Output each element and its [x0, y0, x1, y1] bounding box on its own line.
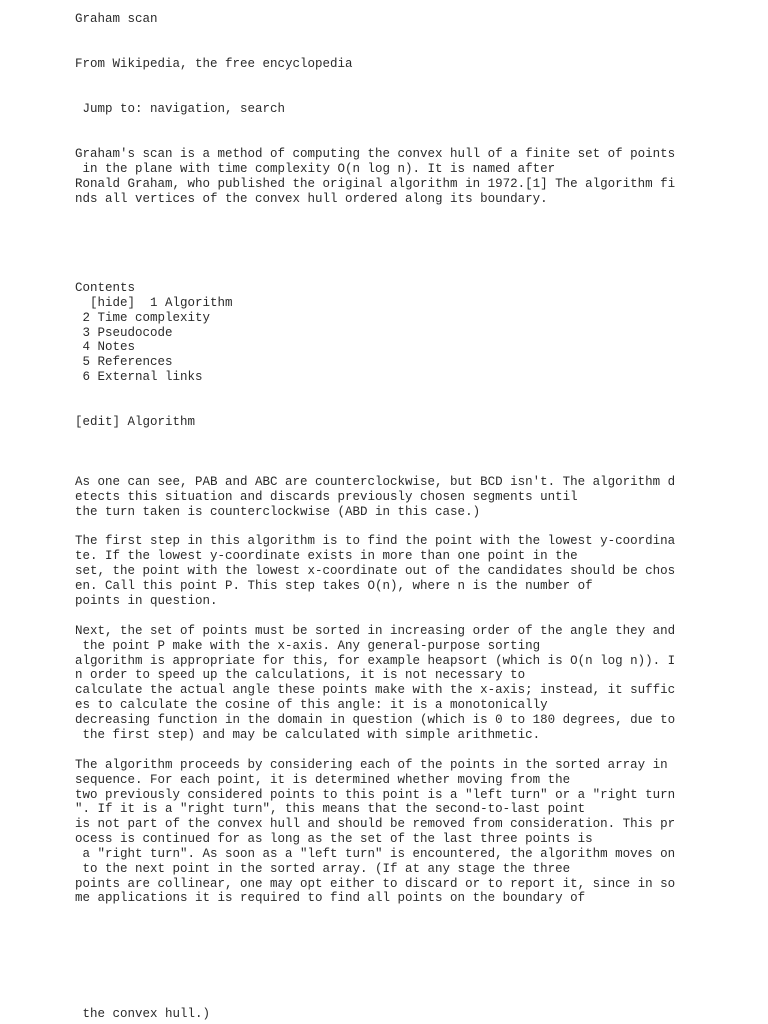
text-line: set, the point with the lowest x-coordinate out of the candidates should be chos — [75, 564, 676, 578]
contents-item-external-links[interactable]: 6 External links — [75, 370, 203, 384]
text-line: etects this situation and discards previously chosen segments until — [75, 490, 578, 504]
section-heading-algorithm[interactable]: [edit] Algorithm — [75, 415, 196, 429]
text-line: algorithm is appropriate for this, for example heapsort (which is O(n log n)). I — [75, 654, 676, 668]
contents-item-references[interactable]: 5 References — [75, 355, 173, 369]
text-line: two previously considered points to this point is a "left turn" or a "right turn — [75, 788, 676, 802]
contents-item-notes[interactable]: 4 Notes — [75, 340, 136, 354]
text-line: ". If it is a "right turn", this means that the second-to-last point — [75, 802, 586, 816]
paragraph-tail: the convex hull.) — [75, 1007, 211, 1021]
text-line: ocess is continued for as long as the set of the last three points is — [75, 832, 593, 846]
intro-line: in the plane with time complexity O(n log n). It is named after — [75, 162, 556, 176]
intro-line: Ronald Graham, who published the original algorithm in 1972.[1] The algorithm fi — [75, 177, 676, 191]
text-line: n order to speed up the calculations, it is not necessary to — [75, 668, 526, 682]
text-line: The first step in this algorithm is to find the point with the lowest y-coordina — [75, 534, 676, 548]
text-line: a "right turn". As soon as a "left turn" is encountered, the algorithm moves on — [75, 847, 676, 861]
text-line: calculate the actual angle these points make with the x-axis; instead, it suffic — [75, 683, 676, 697]
text-line: the first step) and may be calculated with simple arithmetic. — [75, 728, 541, 742]
intro-line: Graham's scan is a method of computing the convex hull of a finite set of points — [75, 147, 676, 161]
text-line: en. Call this point P. This step takes O(n), where n is the number of — [75, 579, 593, 593]
text-line: te. If the lowest y-coordinate exists in more than one point in the — [75, 549, 578, 563]
text-line: points are collinear, one may opt either to discard or to report it, since in so — [75, 877, 676, 891]
contents-item-pseudocode[interactable]: 3 Pseudocode — [75, 326, 173, 340]
text-line: points in question. — [75, 594, 218, 608]
text-line: the turn taken is counterclockwise (ABD in this case.) — [75, 505, 481, 519]
contents-item-algorithm[interactable]: [hide] 1 Algorithm — [75, 296, 233, 310]
text-line: me applications it is required to find all points on the boundary of — [75, 891, 586, 905]
page-subtitle: From Wikipedia, the free encyclopedia — [75, 57, 353, 71]
text-line: es to calculate the cosine of this angle: it is a monotonically — [75, 698, 548, 712]
text-line: sequence. For each point, it is determined whether moving from the — [75, 773, 571, 787]
text-line: The algorithm proceeds by considering each of the points in the sorted array in — [75, 758, 668, 772]
text-line: decreasing function in the domain in question (which is 0 to 180 degrees, due to — [75, 713, 676, 727]
contents-heading: Contents — [75, 281, 136, 295]
text-line: is not part of the convex hull and should be removed from consideration. This pr — [75, 817, 676, 831]
text-line: the point P make with the x-axis. Any general-purpose sorting — [75, 639, 541, 653]
jump-links[interactable]: Jump to: navigation, search — [75, 102, 286, 116]
contents-item-time-complexity[interactable]: 2 Time complexity — [75, 311, 211, 325]
page-title: Graham scan — [75, 12, 158, 26]
intro-line: nds all vertices of the convex hull ordered along its boundary. — [75, 192, 548, 206]
text-line: As one can see, PAB and ABC are counterclockwise, but BCD isn't. The algorithm d — [75, 475, 676, 489]
text-line: to the next point in the sorted array. (If at any stage the three — [75, 862, 571, 876]
text-line: Next, the set of points must be sorted in increasing order of the angle they and — [75, 624, 676, 638]
